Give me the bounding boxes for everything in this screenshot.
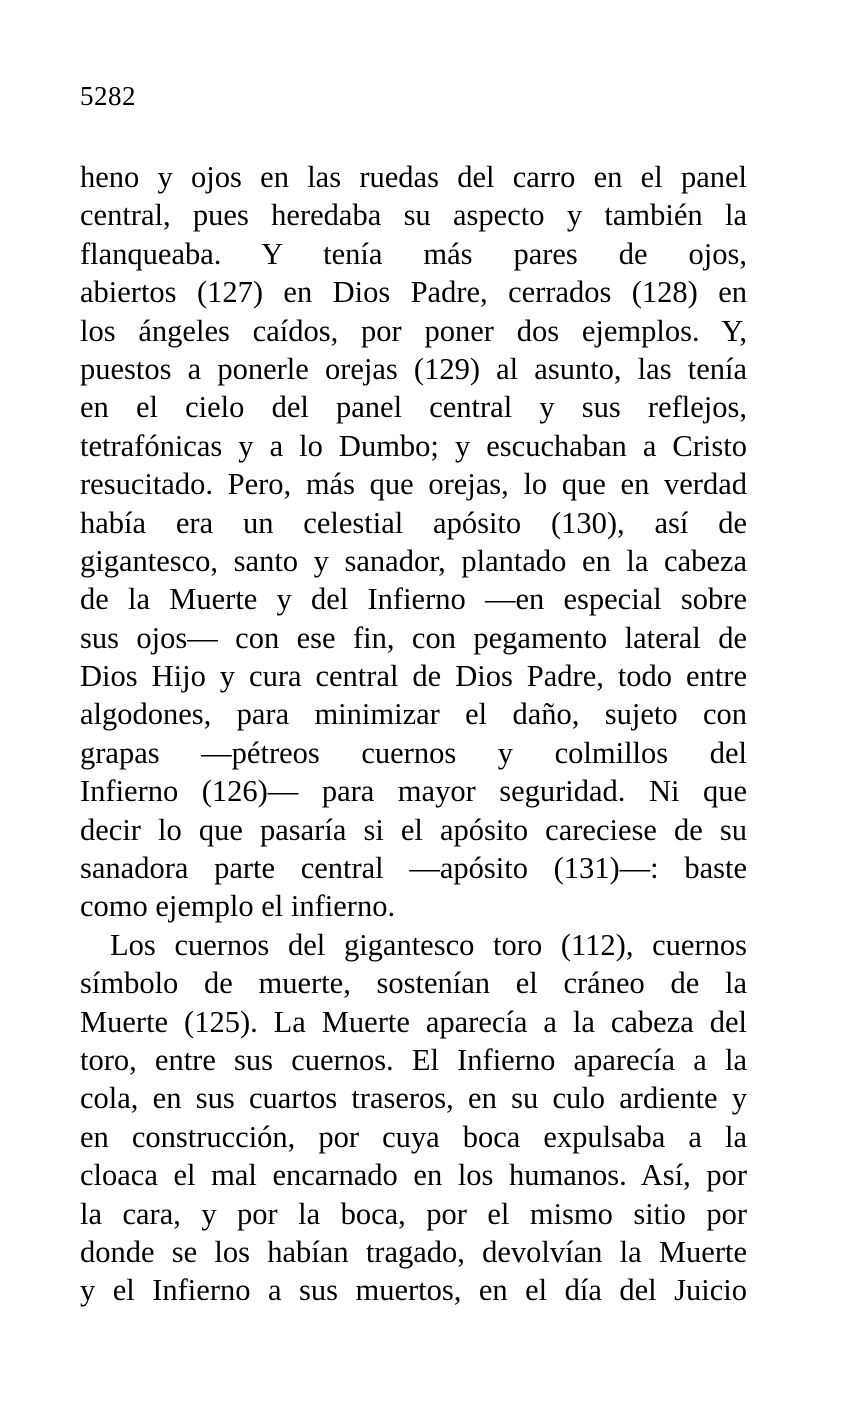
text-line: sus ojos— con ese fin, con pegamento lateral de	[80, 620, 747, 655]
text-line: algodones, para minimizar el daño, sujeto con	[80, 697, 747, 732]
body-text	[80, 158, 747, 1310]
text-line: y el Infierno a sus muertos, en el día del Juicio	[80, 1273, 747, 1308]
page-number: 5282	[80, 81, 136, 111]
paragraph-last-line: como ejemplo el infierno.	[80, 889, 396, 924]
text-line: Dios Hijo y cura central de Dios Padre, todo entre	[80, 659, 747, 694]
text-line: los ángeles caídos, por poner dos ejemplos. Y,	[80, 313, 747, 348]
text-line: Infierno (126)— para mayor seguridad. Ni que	[80, 774, 747, 809]
text-line: toro, entre sus cuernos. El Infierno aparecía a la	[80, 1042, 747, 1077]
text-line: gigantesco, santo y sanador, plantado en la cabeza	[80, 543, 747, 578]
text-line: resucitado. Pero, más que orejas, lo que en verdad	[80, 467, 747, 502]
text-line: puestos a ponerle orejas (129) al asunto, las tenía	[80, 351, 747, 386]
text-line: heno y ojos en las ruedas del carro en el panel	[80, 160, 747, 194]
text-line: Muerte (125). La Muerte aparecía a la cabeza del	[80, 1004, 747, 1039]
text-line: decir lo que pasaría si el apósito careciese de su	[80, 812, 747, 847]
text-line: había era un celestial apósito (130), así de	[80, 505, 747, 540]
text-line: cola, en sus cuartos traseros, en su culo ardiente y	[80, 1081, 747, 1116]
text-line: donde se los habían tragado, devolvían la Muerte	[80, 1234, 747, 1269]
text-line: grapas —pétreos cuernos y colmillos del	[80, 735, 747, 770]
text-line: tetrafónicas y a lo Dumbo; y escuchaban a Cristo	[80, 428, 747, 463]
text-line: flanqueaba. Y tenía más pares de ojos,	[80, 236, 747, 271]
text-line: sanadora parte central —apósito (131)—: baste	[80, 851, 747, 886]
text-line: en el cielo del panel central y sus reflejos,	[80, 390, 747, 425]
text-line: símbolo de muerte, sostenían el cráneo de la	[80, 966, 747, 1001]
text-line: en construcción, por cuya boca expulsaba a la	[80, 1119, 747, 1154]
text-line: la cara, y por la boca, por el mismo sitio por	[80, 1196, 747, 1231]
text-line: de la Muerte y del Infierno —en especial sobre	[80, 582, 747, 617]
text-line: abiertos (127) en Dios Padre, cerrados (128) en	[80, 275, 747, 310]
text-line: central, pues heredaba su aspecto y también la	[80, 198, 747, 233]
paragraph-first-line: Los cuernos del gigantesco toro (112), cuernos	[110, 927, 747, 962]
text-line: cloaca el mal encarnado en los humanos. Así, por	[80, 1158, 747, 1193]
